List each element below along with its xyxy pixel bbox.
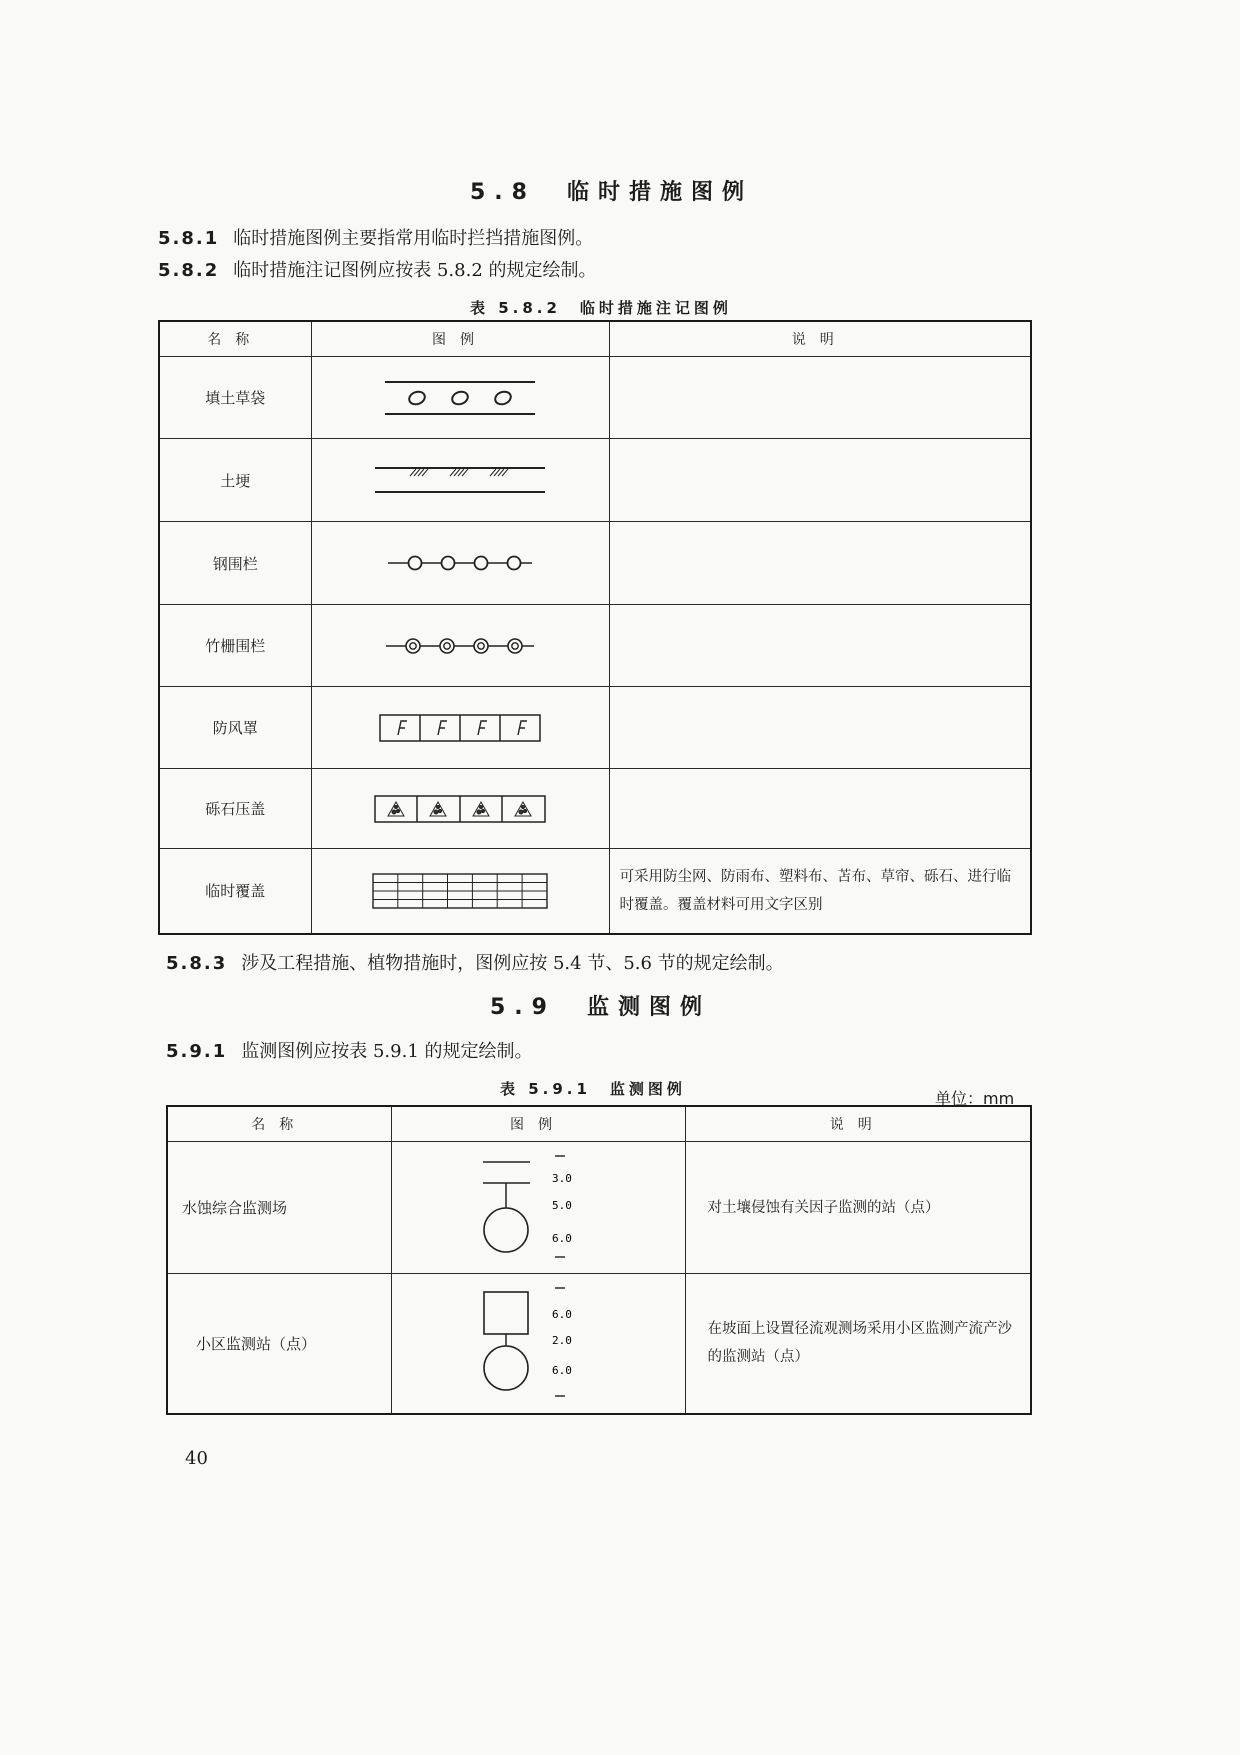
page-number: 40 <box>185 1448 208 1469</box>
row-legend <box>311 439 609 522</box>
table-5-9-1 <box>166 1105 1032 1415</box>
row-desc <box>609 687 1031 769</box>
row-name: 临时覆盖 <box>159 849 311 934</box>
dimension-label: 6.0 <box>552 1364 572 1378</box>
header-desc: 说明 <box>609 321 1031 357</box>
row-legend <box>391 1274 685 1414</box>
earth-sandbag-symbol <box>375 378 545 418</box>
clause-5-8-1 <box>158 224 593 250</box>
row-desc: 对土壤侵蚀有关因子监测的站（点） <box>685 1142 1031 1274</box>
earth-ridge-symbol <box>370 462 550 498</box>
table-5-8-2 <box>158 320 1032 935</box>
header-name: 名称 <box>159 321 311 357</box>
row-legend <box>311 357 609 439</box>
water-erosion-station-symbol <box>478 1152 598 1264</box>
row-desc: 可采用防尘网、防雨布、塑料布、苫布、草帘、砾石、进行临时覆盖。覆盖材料可用文字区别 <box>609 849 1031 934</box>
table-row <box>159 769 1031 849</box>
clause-5-9-1 <box>166 1037 533 1063</box>
temporary-cover-symbol <box>370 871 550 911</box>
row-name: 水蚀综合监测场 <box>167 1142 391 1274</box>
row-name: 防风罩 <box>159 687 311 769</box>
row-desc: 在坡面上设置径流观测场采用小区监测产流产沙的监测站（点） <box>685 1274 1031 1414</box>
table-row <box>159 849 1031 934</box>
row-name: 砾石压盖 <box>159 769 311 849</box>
table-row <box>167 1274 1031 1414</box>
clause-number: 5.8.2 <box>158 260 220 281</box>
table-header-row <box>159 321 1031 357</box>
row-desc <box>609 357 1031 439</box>
dimension-label: 2.0 <box>552 1334 572 1348</box>
row-name: 土埂 <box>159 439 311 522</box>
row-desc <box>609 605 1031 687</box>
row-desc <box>609 522 1031 605</box>
dimension-label: 3.0 <box>552 1171 572 1185</box>
clause-number: 5.9.1 <box>166 1041 228 1062</box>
windbreak-cover-symbol <box>377 712 543 744</box>
row-name: 小区监测站（点） <box>167 1274 391 1414</box>
header-desc: 说明 <box>685 1106 1031 1142</box>
section-title-5-9: 5.9 监测图例 <box>490 995 711 1020</box>
header-legend: 图例 <box>311 321 609 357</box>
table-row <box>159 439 1031 522</box>
bamboo-fence-symbol <box>380 634 540 658</box>
row-legend <box>311 605 609 687</box>
clause-text: 监测图例应按表 5.9.1 的规定绘制。 <box>241 1041 533 1062</box>
clause-text: 涉及工程措施、植物措施时，图例应按 5.4 节、5.6 节的规定绘制。 <box>241 953 784 974</box>
plot-monitoring-station-symbol <box>478 1282 598 1404</box>
dimension-label: 6.0 <box>552 1231 572 1245</box>
row-legend <box>311 522 609 605</box>
dimension-label: 6.0 <box>552 1308 572 1322</box>
section-title-5-8: 5.8 临时措施图例 <box>470 180 753 205</box>
clause-text: 临时措施注记图例应按表 5.8.2 的规定绘制。 <box>233 260 597 281</box>
row-name: 钢围栏 <box>159 522 311 605</box>
clause-5-8-3 <box>166 949 784 975</box>
row-legend <box>311 687 609 769</box>
table-header-row <box>167 1106 1031 1142</box>
clause-text: 临时措施图例主要指常用临时拦挡措施图例。 <box>233 228 594 249</box>
dimension-label: 5.0 <box>552 1198 572 1212</box>
steel-fence-symbol <box>380 551 540 575</box>
table-caption-5-9-1: 表 5.9.1 监测图例 <box>500 1080 686 1098</box>
row-legend <box>391 1142 685 1274</box>
table-row <box>159 605 1031 687</box>
table-caption-5-8-2: 表 5.8.2 临时措施注记图例 <box>470 299 732 317</box>
clause-5-8-2 <box>158 256 597 282</box>
clause-number: 5.8.3 <box>166 953 228 974</box>
header-name: 名称 <box>167 1106 391 1142</box>
row-desc <box>609 439 1031 522</box>
table-row <box>159 687 1031 769</box>
table-row <box>167 1142 1031 1274</box>
clause-number: 5.8.1 <box>158 228 220 249</box>
gravel-cover-symbol <box>372 793 548 825</box>
header-legend: 图例 <box>391 1106 685 1142</box>
unit-label: 单位：mm <box>935 1089 1015 1108</box>
row-legend <box>311 849 609 934</box>
table-row <box>159 522 1031 605</box>
row-legend <box>311 769 609 849</box>
row-name: 填土草袋 <box>159 357 311 439</box>
row-name: 竹栅围栏 <box>159 605 311 687</box>
row-desc <box>609 769 1031 849</box>
table-row <box>159 357 1031 439</box>
